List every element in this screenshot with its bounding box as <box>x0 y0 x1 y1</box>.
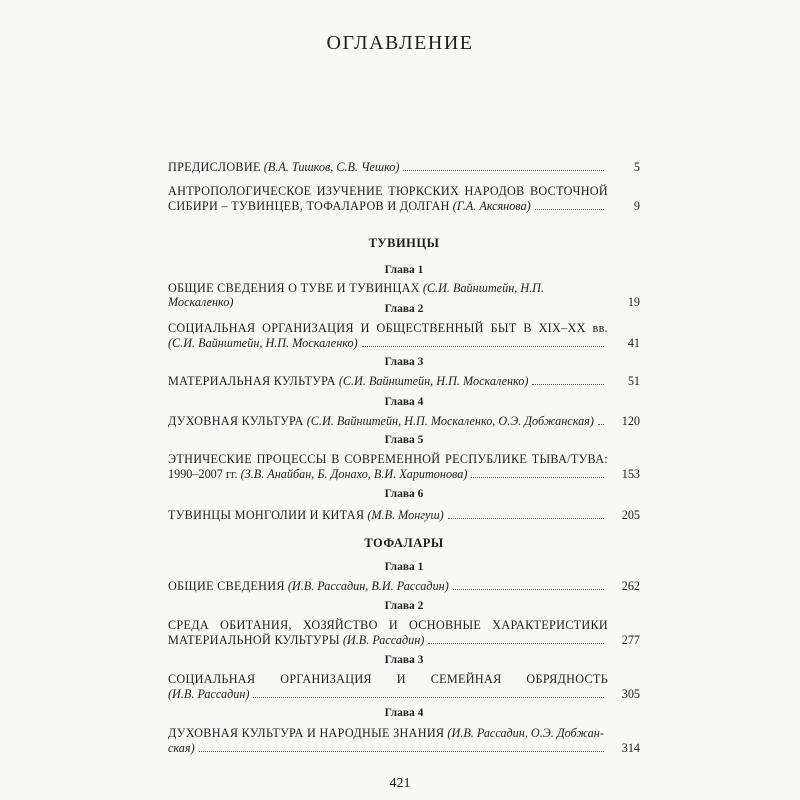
entry-title-line2: СИБИРИ – ТУВИНЦЕВ, ТОФАЛАРОВ И ДОЛГАН <box>168 199 450 213</box>
entry-authors-cont: ская) <box>168 741 195 755</box>
entry-title-line1: СОЦИАЛЬНАЯ ОРГАНИЗАЦИЯ И СЕМЕЙНАЯ ОБРЯДНОСТЬ <box>168 672 608 686</box>
entry-title: МАТЕРИАЛЬНАЯ КУЛЬТУРА <box>168 374 336 388</box>
page-title: ОГЛАВЛЕНИЕ <box>326 32 474 54</box>
toc-entry-tuvans-ch2[interactable] <box>168 321 640 350</box>
entry-title: ТУВИНЦЫ МОНГОЛИИ И КИТАЯ <box>168 508 365 522</box>
chapter-label: Глава 6 <box>384 488 424 500</box>
entry-authors: (И.В. Рассадин, В.И. Рассадин) <box>287 579 449 593</box>
section-heading-tuvans: ТУВИНЦЫ <box>368 236 440 250</box>
entry-page: 5 <box>633 160 640 174</box>
chapter-label: Глава 1 <box>384 561 424 573</box>
entry-title: ДУХОВНАЯ КУЛЬТУРА <box>168 414 304 428</box>
entry-authors: (М.В. Монгуш) <box>367 508 444 522</box>
entry-authors: (И.В. Рассадин) <box>342 633 425 647</box>
chapter-label: Глава 5 <box>384 434 424 446</box>
entry-title: ОБЩИЕ СВЕДЕНИЯ О ТУВЕ И ТУВИНЦАХ <box>168 281 420 295</box>
entry-page: 205 <box>621 508 640 522</box>
toc-entry-tofalars-ch2[interactable] <box>168 618 640 647</box>
entry-page: 277 <box>621 633 640 647</box>
entry-page: 262 <box>621 579 640 593</box>
toc-entry-tuvans-ch6[interactable] <box>168 508 640 522</box>
entry-authors: (И.В. Рассадин) <box>168 687 250 701</box>
entry-title: ДУХОВНАЯ КУЛЬТУРА И НАРОДНЫЕ ЗНАНИЯ <box>168 726 445 740</box>
toc-entry-tuvans-ch3[interactable] <box>168 374 640 388</box>
entry-authors: (З.В. Анайбан, Б. Донахо, В.И. Харитонова) <box>240 467 468 481</box>
toc-entry-tofalars-ch1[interactable] <box>168 579 640 593</box>
entry-title: ОБЩИЕ СВЕДЕНИЯ <box>168 579 285 593</box>
entry-page: 9 <box>633 199 640 213</box>
entry-authors: (И.В. Рассадин, О.Э. Добжан- <box>447 726 604 740</box>
chapter-label: Глава 4 <box>384 396 424 408</box>
toc-entry-preface[interactable] <box>168 160 640 174</box>
entry-page: 120 <box>621 414 640 428</box>
chapter-label: Глава 4 <box>384 707 424 719</box>
toc-entry-anthropology[interactable] <box>168 184 640 213</box>
chapter-label: Глава 1 <box>384 264 424 276</box>
page-number: 421 <box>389 776 411 791</box>
chapter-label: Глава 3 <box>384 356 424 368</box>
entry-title-line2: МАТЕРИАЛЬНОЙ КУЛЬТУРЫ <box>168 633 340 647</box>
chapter-label: Глава 2 <box>384 600 424 612</box>
entry-authors: (С.И. Вайнштейн, Н.П. Москаленко) <box>168 281 545 309</box>
section-heading-tofalars: ТОФАЛАРЫ <box>364 536 444 550</box>
toc-entry-tuvans-ch5[interactable] <box>168 452 640 481</box>
entry-title-line1: СРЕДА ОБИТАНИЯ, ХОЗЯЙСТВО И ОСНОВНЫЕ ХАРАКТЕРИСТИКИ <box>168 618 608 632</box>
entry-title-line2: 1990–2007 гг. <box>168 467 238 481</box>
entry-authors: (С.И. Вайнштейн, Н.П. Москаленко) <box>168 336 358 350</box>
entry-page: 305 <box>621 687 640 701</box>
entry-authors: (С.И. Вайнштейн, Н.П. Москаленко, О.Э. Добжанская) <box>306 414 594 428</box>
entry-authors: (В.А. Тишков, С.В. Чешко) <box>263 160 400 174</box>
chapter-label: Глава 3 <box>384 654 424 666</box>
toc-entry-tofalars-ch3[interactable] <box>168 672 640 701</box>
entry-title: ПРЕДИСЛОВИЕ <box>168 160 261 174</box>
entry-page: 314 <box>621 741 640 755</box>
entry-title-line1: СОЦИАЛЬНАЯ ОРГАНИЗАЦИЯ И ОБЩЕСТВЕННЫЙ БЫТ В XIX–XX вв. <box>168 321 608 335</box>
entry-title-line1: ЭТНИЧЕСКИЕ ПРОЦЕССЫ В СОВРЕМЕННОЙ РЕСПУБЛИКЕ ТЫВА/ТУВА: <box>168 452 608 466</box>
entry-page: 153 <box>621 467 640 481</box>
entry-page: 19 <box>627 295 640 309</box>
toc-entry-tofalars-ch4[interactable] <box>168 726 640 755</box>
entry-title-line1: АНТРОПОЛОГИЧЕСКОЕ ИЗУЧЕНИЕ ТЮРКСКИХ НАРОДОВ ВОСТОЧНОЙ <box>168 184 608 198</box>
entry-authors: (С.И. Вайнштейн, Н.П. Москаленко) <box>338 374 529 388</box>
entry-page: 51 <box>627 374 640 388</box>
entry-page: 41 <box>627 336 640 350</box>
toc-entry-tuvans-ch4[interactable] <box>168 414 640 428</box>
chapter-label: Глава 2 <box>384 303 424 315</box>
entry-authors: (Г.А. Аксянова) <box>452 199 531 213</box>
